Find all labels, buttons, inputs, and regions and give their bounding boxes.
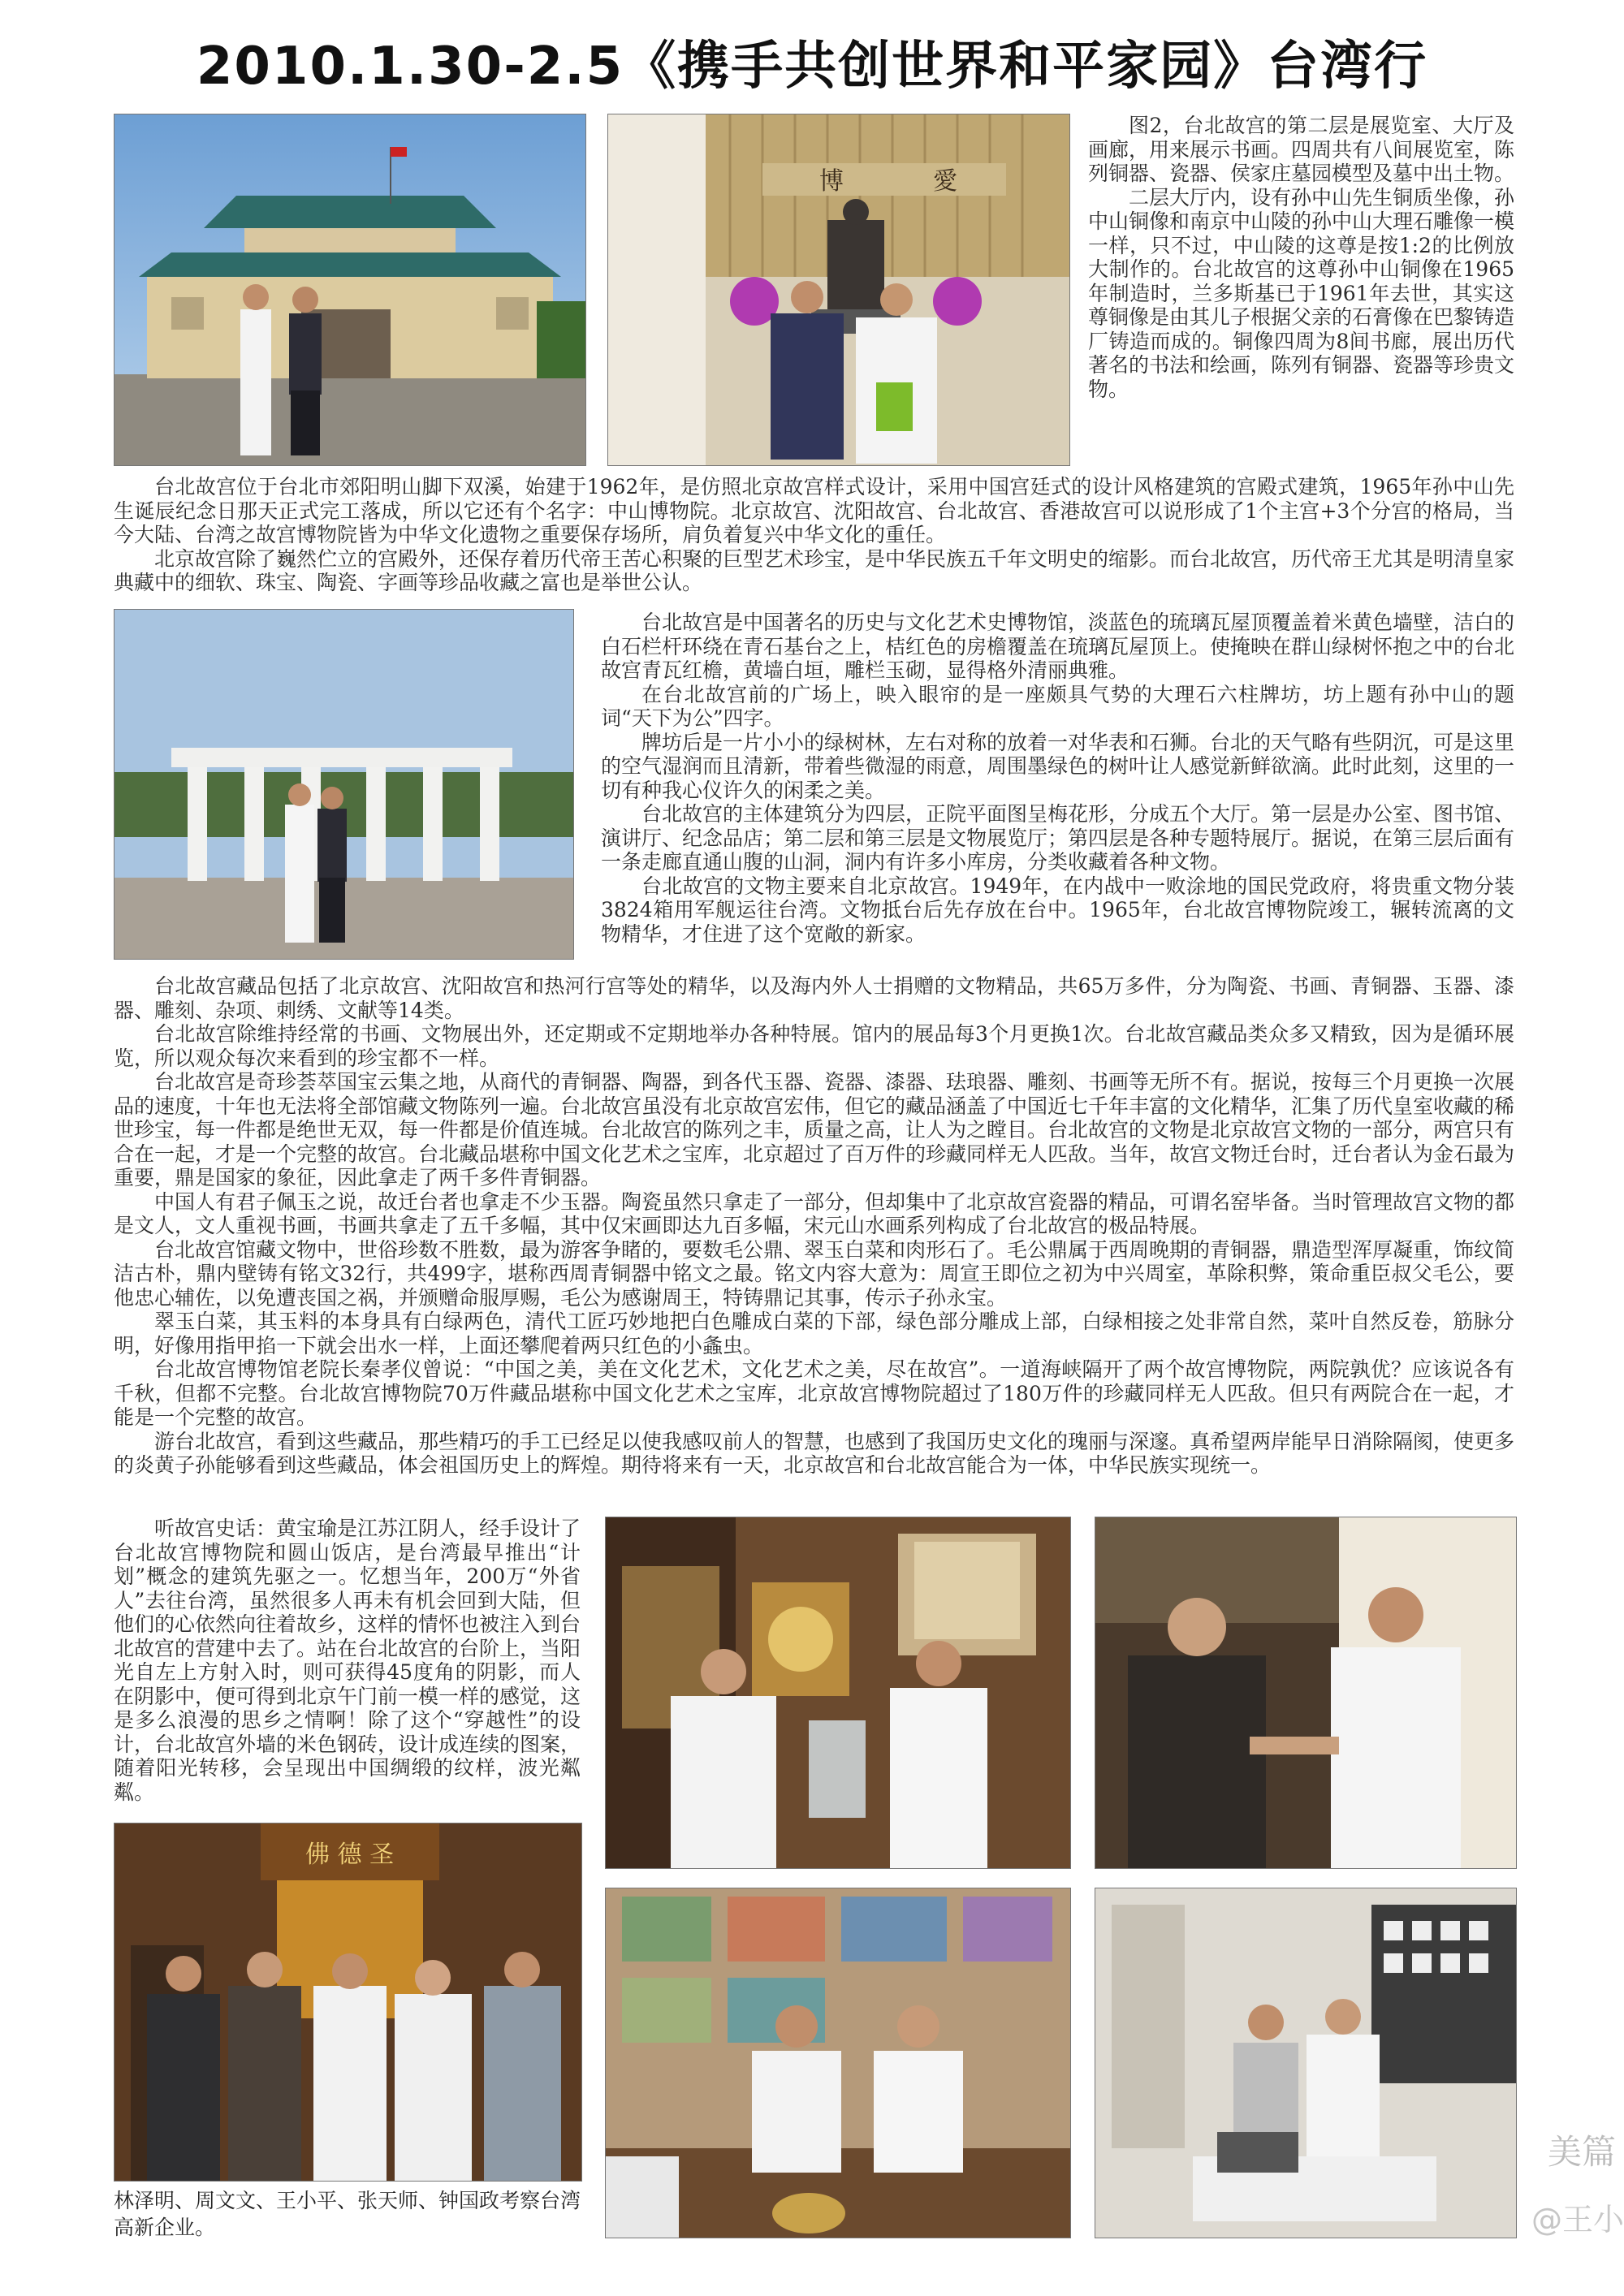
text-body bbox=[114, 974, 1514, 1478]
sign-left: 博 bbox=[819, 167, 844, 196]
paragraph: 台北故宫位于台北市郊阳明山脚下双溪，始建于1962年，是仿照北京故宫样式设计，采用中国宫廷式的设计风格建筑的宫殿式建筑，1965年孙中山先生诞辰纪念日那天正式完工落成，所以它还有个名字：中山博物院。北京故宫、沈阳故宫、台北故宫、香港故宫可以说形成了1个主宫+3个分宫的格局，当今大陆、台湾之故宫博物院皆为中华文化遗物之重要保存场所，肩负着复兴中华文化的重任。 bbox=[114, 475, 1514, 546]
page-title: 2010.1.30-2.5《携手共创世界和平家园》台湾行 bbox=[196, 37, 1428, 97]
sign-right: 愛 bbox=[933, 167, 957, 196]
paragraph: 在台北故宫前的广场上，映入眼帘的是一座颇具气势的大理石六柱牌坊，坊上题有孙中山的题词“天下为公”四字。 bbox=[601, 682, 1514, 730]
paragraph: 游台北故宫，看到这些藏品，那些精巧的手工已经足以使我感叹前人的智慧，也感到了我国历史文化的瑰丽与深邃。真希望两岸能早日消除隔阂，使更多的炎黄子孙能够看到这些藏品，体会祖国历史上的辉煌。期待将来有一天，北京故宫和台北故宫能合为一体，中华民族实现统一。 bbox=[114, 1429, 1515, 1477]
photo-group-temple bbox=[114, 1823, 582, 2182]
paragraph: 牌坊后是一片小小的绿树林，左右对称的放着一对华表和石狮。台北的天气略有些阴沉，可是这里的空气湿润而且清新，带着些微湿的雨意，周围墨绿色的树叶让人感觉新鲜欲滴。此时此刻，这里的一切有种我心仪许久的闲柔之美。 bbox=[601, 730, 1515, 802]
paragraph: 台北故宫藏品包括了北京故宫、沈阳故宫和热河行宫等处的精华，以及海内外人士捐赠的文物精品，共65万多件，分为陶瓷、书画、青铜器、玉器、漆器、雕刻、杂项、刺绣、文献等14类。 bbox=[114, 974, 1514, 1022]
paragraph: 台北故宫馆藏文物中，世俗珍数不胜数，最为游客争睹的，要数毛公鼎、翠玉白菜和肉形石了。毛公鼎属于西周晚期的青铜器，鼎造型浑厚凝重，饰纹简洁古朴，鼎内壁铸有铭文32行，共499字，堪称西周青铜器中铭文之最。铭文内容大意为：周宣王即位之初为中兴周室，革除积弊，策命重臣叔父毛公，要他忠心辅佐，以免遭丧国之祸，并颁赠命服厚赐，毛公为感谢周王，特铸鼎记其事，传示子孙永宝。 bbox=[114, 1237, 1515, 1310]
photo-palace-exterior bbox=[114, 114, 586, 466]
paragraph: 台北故宫是奇珍荟萃国宝云集之地，从商代的青铜器、陶器，到各代玉器、瓷器、漆器、珐琅器、雕刻、书画等无所不有。据说，按每三个月更换一次展品的速度，十年也无法将全部馆藏文物陈列一遍。台北故宫虽没有北京故宫宏伟，但它的藏品涵盖了中国近七千年丰富的文化精华，汇集了历代皇室收藏的稀世珍宝，每一件都是绝世无双，每一件都是价值连城。台北故宫的陈列之丰，质量之高，让人为之瞠目。台北故宫的文物是北京故宫文物的一部分，两宫只有合在一起，才是一个完整的故宫。台北藏品堪称中国文化艺术之宝库，北京超过了百万件的珍藏同样无人匹敌。当年，故宫文物迁台时，迁台者认为金石最为重要，鼎是国家的象征，因此拿走了两千多件青铜器。 bbox=[114, 1070, 1515, 1189]
photo-showroom bbox=[1095, 1888, 1517, 2238]
paragraph: 中国人有君子佩玉之说，故迁台者也拿走不少玉器。陶瓷虽然只拿走了一部分，但却集中了北京故宫瓷器的精品，可谓名窑毕备。当时管理故宫文物的都是文人，文人重视书画，书画共拿走了五千多幅，其中仅宋画即达九百多幅，宋元山水画系列构成了台北故宫的极品特展。 bbox=[114, 1189, 1515, 1237]
photo-statue-hall bbox=[607, 114, 1070, 466]
paragraph: 二层大厅内，设有孙中山先生铜质坐像，孙中山铜像和南京中山陵的孙中山大理石雕像一模一样，只不过，中山陵的这尊是按1:2的比例放大制作的。台北故宫的这尊孙中山铜像在1965年制造时，兰多斯基已于1961年去世，其实这尊铜像是由其儿子根据父亲的石膏像在巴黎铸造厂铸造而成的。铜像四周为8间书廊，展出历代著名的书法和绘画，陈列有铜器、瓷器等珍贵文物。 bbox=[1088, 185, 1515, 401]
photo-handshake bbox=[1095, 1517, 1517, 1869]
text-top-right bbox=[1088, 114, 1514, 401]
photo-archway bbox=[114, 609, 574, 960]
text-mid-right bbox=[601, 611, 1514, 946]
paragraph: 台北故宫是中国著名的历史与文化艺术史博物馆，淡蓝色的琉璃瓦屋顶覆盖着米黄色墙壁，洁白的白石栏杆环绕在青石基台之上，桔红色的房檐覆盖在琉璃瓦屋顶上。使掩映在群山绿树怀抱之中的台北故宫青瓦红檐，黄墙白垣，雕栏玉砌，显得格外清丽典雅。 bbox=[601, 611, 1515, 682]
watermark-user: @王小 bbox=[1531, 2202, 1624, 2238]
paragraph: 图2，台北故宫的第二层是展览室、大厅及画廊，用来展示书画。四周共有八间展览室，陈列铜器、瓷器、侯家庄墓园模型及墓中出土物。 bbox=[1088, 114, 1515, 185]
photo-shop-interior bbox=[605, 1517, 1071, 1869]
paragraph: 北京故宫除了巍然伫立的宫殿外，还保存着历代帝王苦心积聚的巨型艺术珍宝，是中华民族五千年文明史的缩影。而台北故宫，历代帝王尤其是明清皇家典藏中的细软、珠宝、陶瓷、字画等珍品收藏之富也是举世公认。 bbox=[114, 546, 1515, 594]
sign-temple: 佛 德 圣 bbox=[305, 1841, 395, 1869]
caption-group: 林泽明、周文文、王小平、张天师、钟国政考察台湾高新企业。 bbox=[114, 2189, 581, 2239]
paragraph: 翠玉白菜，其玉料的本身具有白绿两色，清代工匠巧妙地把白色雕成白菜的下部，绿色部分雕成上部，白绿相接之处非常自然，菜叶自然反卷，筋脉分明，好像用指甲掐一下就会出水一样，上面还攀爬着两只红色的小螽虫。 bbox=[114, 1310, 1514, 1357]
paragraph: 台北故宫除维持经常的书画、文物展出外，还定期或不定期地举办各种特展。馆内的展品每3个月更换1次。台北故宫藏品类众多又精致，因为是循环展览，所以观众每次来看到的珍宝都不一样。 bbox=[114, 1022, 1514, 1070]
watermark-logo: 美篇 bbox=[1547, 2132, 1616, 2172]
photo-office bbox=[605, 1888, 1071, 2238]
paragraph: 台北故宫的文物主要来自北京故宫。1949年，在内战中一败涂地的国民党政府，将贵重文物分装3824箱用军舰运往台湾。文物抵台后先存放在台中。1965年，台北故宫博物院竣工，辗转流离的文物精华，才住进了这个宽敞的新家。 bbox=[601, 874, 1514, 946]
text-intro bbox=[114, 475, 1514, 595]
paragraph: 台北故宫的主体建筑分为四层，正院平面图呈梅花形，分成五个大厅。第一层是办公室、图书馆、演讲厅、纪念品店；第二层和第三层是文物展览厅；第四层是各种专题特展厅。据说，在第三层后面有一条走廊直通山腹的山洞，洞内有许多小库房，分类收藏着各种文物。 bbox=[601, 802, 1515, 874]
paragraph: 听故宫史话：黄宝瑜是江苏江阴人，经手设计了台北故宫博物院和圆山饭店，是台湾最早推出“计划”概念的建筑先驱之一。忆想当年，200万“外省人”去往台湾，虽然很多人再未有机会回到大陆，但他们的心依然向往着故乡，这样的情怀也被注入到台北故宫的营建中去了。站在台北故宫的台阶上，当阳光自左上方射入时，则可获得45度角的阴影，而人在阴影中，便可得到北京午门前一模一样的感觉，这是多么浪漫的思乡之情啊！除了这个“穿越性”的设计，台北故宫外墙的米色钢砖，设计成连续的图案，随着阳光转移，会呈现出中国绸缎的纹样，波光粼粼。 bbox=[114, 1517, 581, 1804]
text-history bbox=[114, 1517, 581, 1804]
paragraph: 台北故宫博物馆老院长秦孝仪曾说：“中国之美，美在文化艺术，文化艺术之美，尽在故宫”。一道海峡隔开了两个故宫博物院，两院孰优？应该说各有千秋，但都不完整。台北故宫博物院70万件藏品堪称中国文化艺术之宝库，北京故宫博物院超过了180万件的珍藏同样无人匹敌。但只有两院合在一起，才能是一个完整的故宫。 bbox=[114, 1357, 1514, 1429]
